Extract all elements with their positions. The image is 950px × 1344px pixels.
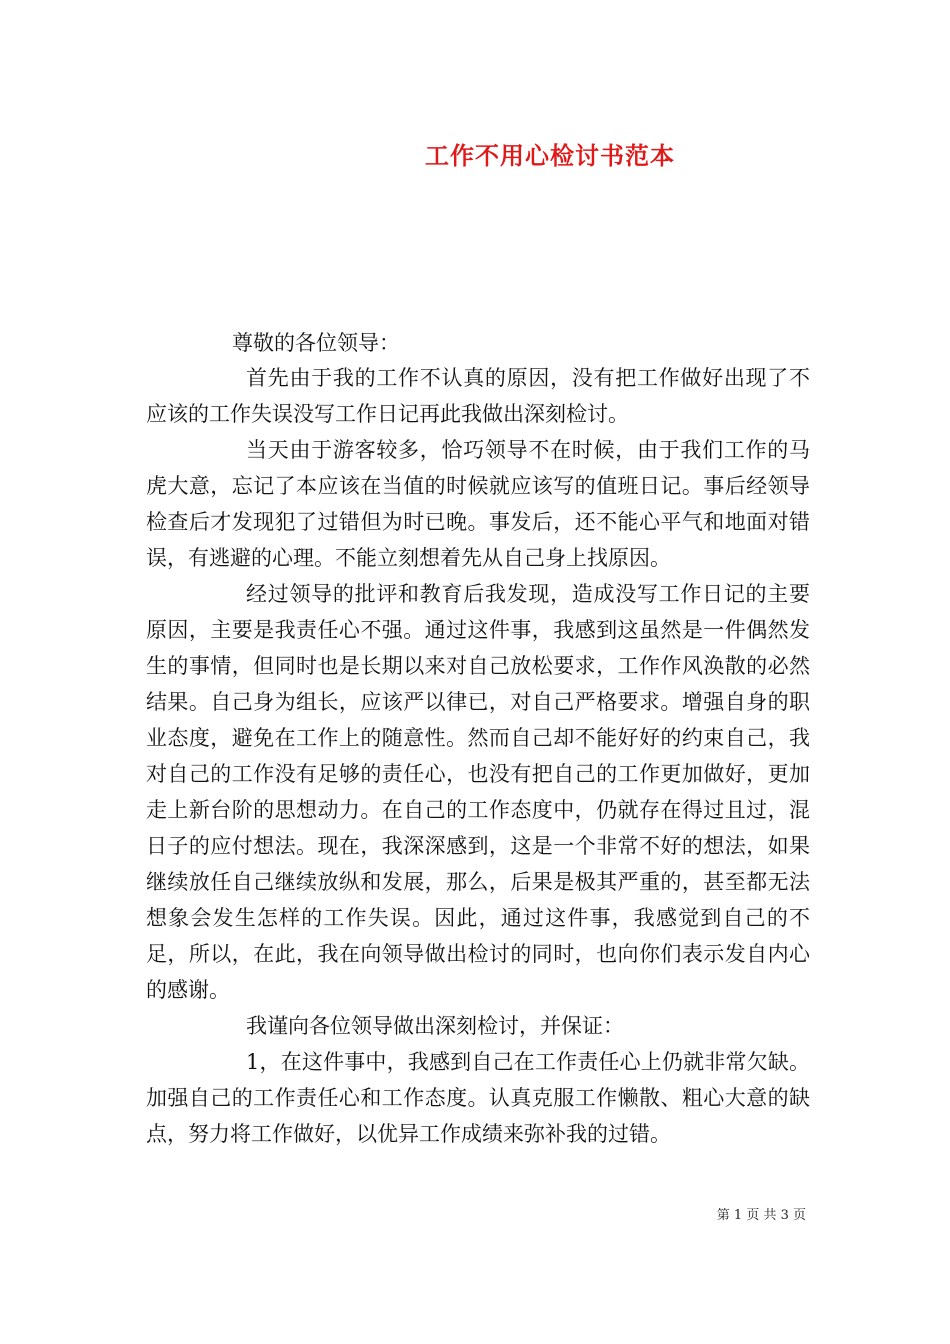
paragraph-pledge-intro: 我谨向各位领导做出深刻检讨，并保证： (246, 1014, 624, 1038)
document-title: 工作不用心检讨书范本 (425, 141, 675, 170)
greeting: 尊敬的各位领导： (232, 331, 400, 355)
paragraph-incident: 当天由于游客较多，恰巧领导不在时候，由于我们工作的马虎大意，忘记了本应该在当值的时候就应该写的值班日记。事后经领导检查后才发现犯了过错但为时已晚。事发后，还不能心平气和地面对错误，有逃避的心理。不能立刻想着先从自己身上找原因。 (146, 438, 810, 570)
paragraph-pledge-1: 1，在这件事中，我感到自己在工作责任心上仍就非常欠缺。加强自己的工作责任心和工作态度。认真克服工作懒散、粗心大意的缺点，努力将工作做好，以优异工作成绩来弥补我的过错。 (146, 1050, 810, 1146)
page-footer: 第 1 页 共 3 页 (716, 1208, 806, 1223)
document-body (146, 360, 810, 1152)
paragraph-intro: 首先由于我的工作不认真的原因，没有把工作做好出现了不应该的工作失误没写工作日记再此我做出深刻检讨。 (146, 366, 810, 426)
paragraph-reflection: 经过领导的批评和教育后我发现，造成没写工作日记的主要原因，主要是我责任心不强。通过这件事，我感到这虽然是一件偶然发生的事情，但同时也是长期以来对自己放松要求，工作作风涣散的必然结果。自己身为组长，应该严以律已，对自己严格要求。增强自身的职业态度，避免在工作上的随意性。然而自己却不能好好的约束自己，我对自己的工作没有足够的责任心，也没有把自己的工作更加做好，更加走上新台阶的思想动力。在自己的工作态度中，仍就存在得过且过，混日子的应付想法。现在，我深深感到，这是一个非常不好的想法，如果继续放任自己继续放纵和发展，那么，后果是极其严重的，甚至都无法想象会发生怎样的工作失误。因此，通过这件事，我感觉到自己的不足，所以，在此，我在向领导做出检讨的同时，也向你们表示发自内心的感谢。 (146, 582, 810, 1002)
